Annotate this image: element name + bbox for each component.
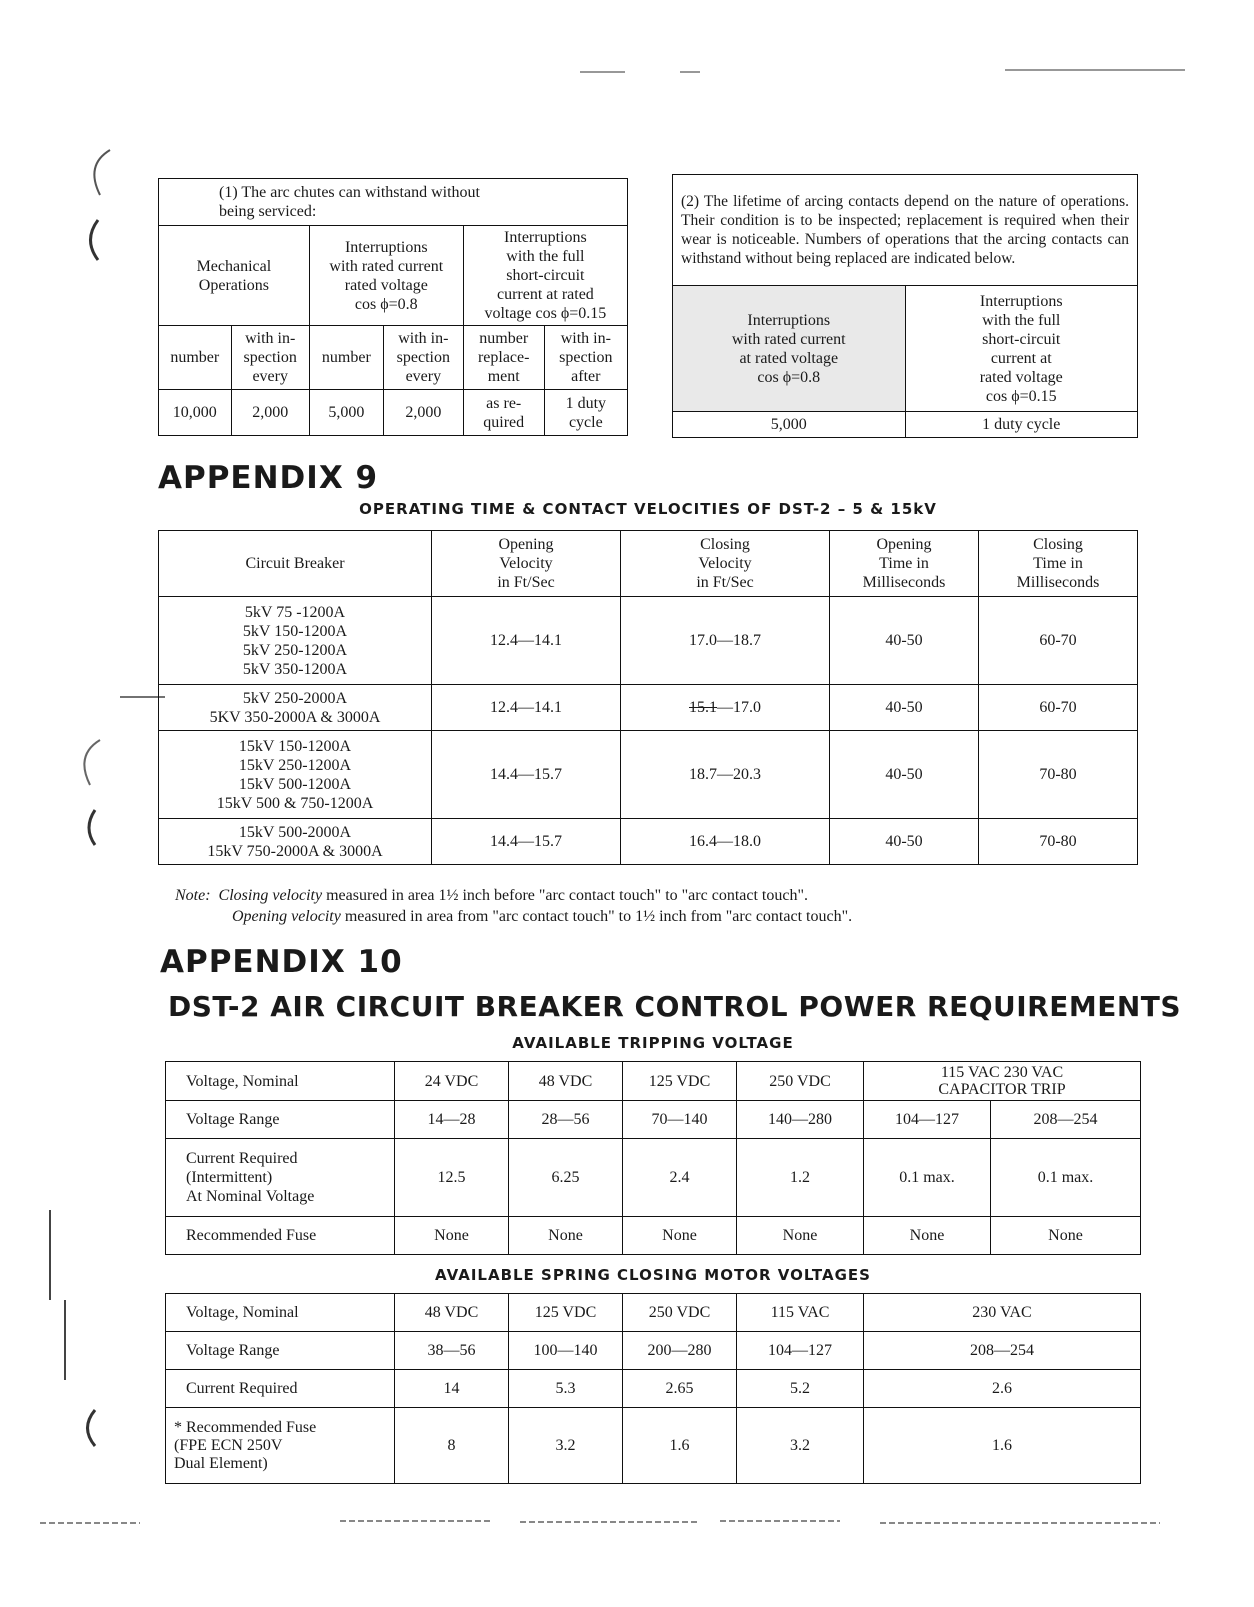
current-cell: 5.3 [509, 1370, 623, 1408]
opening-velocity-cell: 12.4—14.1 [432, 685, 621, 731]
subhead: number [159, 326, 232, 390]
row-label: * Recommended Fuse (FPE ECN 250V Dual Element) [166, 1408, 395, 1484]
breaker-cell: 5kV 250-2000A 5KV 350-2000A & 3000A [159, 685, 432, 731]
current-cell: 2.6 [864, 1370, 1141, 1408]
col-closing-time: Closing Time in Milliseconds [979, 531, 1138, 597]
current-cell: 0.1 max. [991, 1139, 1141, 1217]
velocities-table [158, 530, 1138, 865]
nominal-cell: 115 VAC [737, 1294, 864, 1332]
opening-time-cell: 40-50 [830, 597, 979, 685]
table-row [159, 731, 1138, 819]
arcing-contacts-caption: (2) The lifetime of arcing contacts depend on the nature of operations. Their condition is to be inspected; replacement is required when their wear is noticeable. Numbers of operations that the arcing contacts can withstand without being replaced are indicated below. [673, 175, 1138, 286]
current-cell: 5.2 [737, 1370, 864, 1408]
range-cell: 104—127 [864, 1101, 991, 1139]
range-cell: 140—280 [737, 1101, 864, 1139]
fuse-cell: None [737, 1217, 864, 1255]
col-closing-velocity: Closing Velocity in Ft/Sec [621, 531, 830, 597]
nominal-cell: 48 VDC [395, 1294, 509, 1332]
note-term: Closing velocity [218, 887, 323, 904]
note-term: Opening velocity [232, 908, 341, 925]
range-cell: 70—140 [623, 1101, 737, 1139]
tripping-voltage-table [165, 1061, 1141, 1255]
note-closing-velocity [175, 886, 808, 906]
row-label: Voltage Range [166, 1101, 395, 1139]
value-cell: 2,000 [383, 390, 463, 436]
arcing-contacts-table [672, 174, 1138, 438]
fuse-cell: 1.6 [864, 1408, 1141, 1484]
tripping-voltage-title: AVAILABLE TRIPPING VOLTAGE [512, 1034, 794, 1052]
current-cell: 6.25 [509, 1139, 623, 1217]
current-cell: 14 [395, 1370, 509, 1408]
fuse-cell: 8 [395, 1408, 509, 1484]
struck-value: 15.1 [689, 699, 717, 716]
scan-bottom-noise [0, 1515, 1254, 1535]
fuse-cell: None [395, 1217, 509, 1255]
nominal-cell: 115 VAC 230 VAC CAPACITOR TRIP [864, 1062, 1141, 1101]
value-cell: 2,000 [231, 390, 309, 436]
nominal-cell: 250 VDC [623, 1294, 737, 1332]
range-cell: 208—254 [864, 1332, 1141, 1370]
motor-voltages-table [165, 1293, 1141, 1484]
current-cell: 2.4 [623, 1139, 737, 1217]
note-opening-velocity [232, 907, 852, 927]
current-cell: 2.65 [623, 1370, 737, 1408]
nominal-cell: 250 VDC [737, 1062, 864, 1101]
opening-velocity-cell: 14.4—15.7 [432, 731, 621, 819]
fuse-cell: None [509, 1217, 623, 1255]
range-cell: 28—56 [509, 1101, 623, 1139]
fuse-cell: 3.2 [737, 1408, 864, 1484]
motor-voltages-title: AVAILABLE SPRING CLOSING MOTOR VOLTAGES [435, 1266, 871, 1284]
value-cell: 1 duty cycle [905, 412, 1138, 438]
opening-time-cell: 40-50 [830, 685, 979, 731]
subhead: with in- spection every [383, 326, 463, 390]
opening-velocity-cell: 14.4—15.7 [432, 819, 621, 865]
note-label: Note: [175, 887, 211, 904]
row-label: Recommended Fuse [166, 1217, 395, 1255]
value-cell: 5,000 [673, 412, 906, 438]
appendix-10-heading: APPENDIX 10 [160, 944, 403, 980]
opening-velocity-cell: 12.4—14.1 [432, 597, 621, 685]
value-cell: 5,000 [309, 390, 383, 436]
closing-velocity-cell [621, 685, 830, 731]
fuse-cell: 3.2 [509, 1408, 623, 1484]
head-short-circuit: Interruptions with the full short-circuit current at rated voltage cos ϕ=0.15 [905, 286, 1138, 412]
fuse-cell: None [864, 1217, 991, 1255]
current-cell: 1.2 [737, 1139, 864, 1217]
opening-time-cell: 40-50 [830, 731, 979, 819]
row-label: Voltage Range [166, 1332, 395, 1370]
closing-velocity-value: —17.0 [717, 699, 761, 716]
closing-velocity-cell: 18.7—20.3 [621, 731, 830, 819]
nominal-cell: 24 VDC [395, 1062, 509, 1101]
head-rated-current: Interruptions with rated current rated voltage cos ϕ=0.8 [309, 226, 463, 326]
value-cell: 1 duty cycle [544, 390, 627, 436]
appendix-9-heading: APPENDIX 9 [158, 460, 379, 496]
range-cell: 100—140 [509, 1332, 623, 1370]
closing-time-cell: 60-70 [979, 685, 1138, 731]
table-row [159, 597, 1138, 685]
col-circuit-breaker: Circuit Breaker [159, 531, 432, 597]
value-cell: 10,000 [159, 390, 232, 436]
range-cell: 14—28 [395, 1101, 509, 1139]
col-opening-time: Opening Time in Milliseconds [830, 531, 979, 597]
col-opening-velocity: Opening Velocity in Ft/Sec [432, 531, 621, 597]
opening-time-cell: 40-50 [830, 819, 979, 865]
closing-velocity-cell: 16.4—18.0 [621, 819, 830, 865]
table-row [159, 819, 1138, 865]
row-label: Current Required [166, 1370, 395, 1408]
range-cell: 208—254 [991, 1101, 1141, 1139]
fuse-cell: 1.6 [623, 1408, 737, 1484]
breaker-cell: 15kV 500-2000A 15kV 750-2000A & 3000A [159, 819, 432, 865]
nominal-cell: 48 VDC [509, 1062, 623, 1101]
closing-velocity-cell: 17.0—18.7 [621, 597, 830, 685]
current-cell: 0.1 max. [864, 1139, 991, 1217]
head-short-circuit: Interruptions with the full short-circuit current at rated voltage cos ϕ=0.15 [463, 226, 627, 326]
value-cell: as re- quired [463, 390, 544, 436]
subhead: with in- spection after [544, 326, 627, 390]
note-text: measured in area 1½ inch before "arc contact touch" to "arc contact touch". [322, 887, 808, 904]
current-cell: 12.5 [395, 1139, 509, 1217]
fuse-cell: None [623, 1217, 737, 1255]
breaker-cell: 15kV 150-1200A 15kV 250-1200A 15kV 500-1200A 15kV 500 & 750-1200A [159, 731, 432, 819]
closing-time-cell: 60-70 [979, 597, 1138, 685]
subhead: number [309, 326, 383, 390]
breaker-cell: 5kV 75 -1200A 5kV 150-1200A 5kV 250-1200A 5kV 350-1200A [159, 597, 432, 685]
row-label: Voltage, Nominal [166, 1062, 395, 1101]
row-label: Current Required (Intermittent) At Nominal Voltage [166, 1139, 395, 1217]
nominal-cell: 230 VAC [864, 1294, 1141, 1332]
nominal-cell: 125 VDC [509, 1294, 623, 1332]
range-cell: 38—56 [395, 1332, 509, 1370]
subhead: with in- spection every [231, 326, 309, 390]
note-text: measured in area from "arc contact touch" to 1½ inch from "arc contact touch". [340, 908, 853, 925]
closing-time-cell: 70-80 [979, 819, 1138, 865]
arc-chutes-caption: (1) The arc chutes can withstand without being serviced: [159, 179, 628, 226]
arc-chutes-table [158, 178, 628, 436]
control-power-title: DST-2 AIR CIRCUIT BREAKER CONTROL POWER REQUIREMENTS [168, 990, 1182, 1023]
subhead: number replace- ment [463, 326, 544, 390]
head-rated-current: Interruptions with rated current at rated voltage cos ϕ=0.8 [673, 286, 906, 412]
appendix-9-subtitle: OPERATING TIME & CONTACT VELOCITIES OF DST-2 – 5 & 15kV [359, 500, 937, 518]
table-row [159, 685, 1138, 731]
closing-time-cell: 70-80 [979, 731, 1138, 819]
range-cell: 200—280 [623, 1332, 737, 1370]
range-cell: 104—127 [737, 1332, 864, 1370]
fuse-cell: None [991, 1217, 1141, 1255]
row-label: Voltage, Nominal [166, 1294, 395, 1332]
head-mechanical-operations: Mechanical Operations [159, 226, 310, 326]
nominal-cell: 125 VDC [623, 1062, 737, 1101]
